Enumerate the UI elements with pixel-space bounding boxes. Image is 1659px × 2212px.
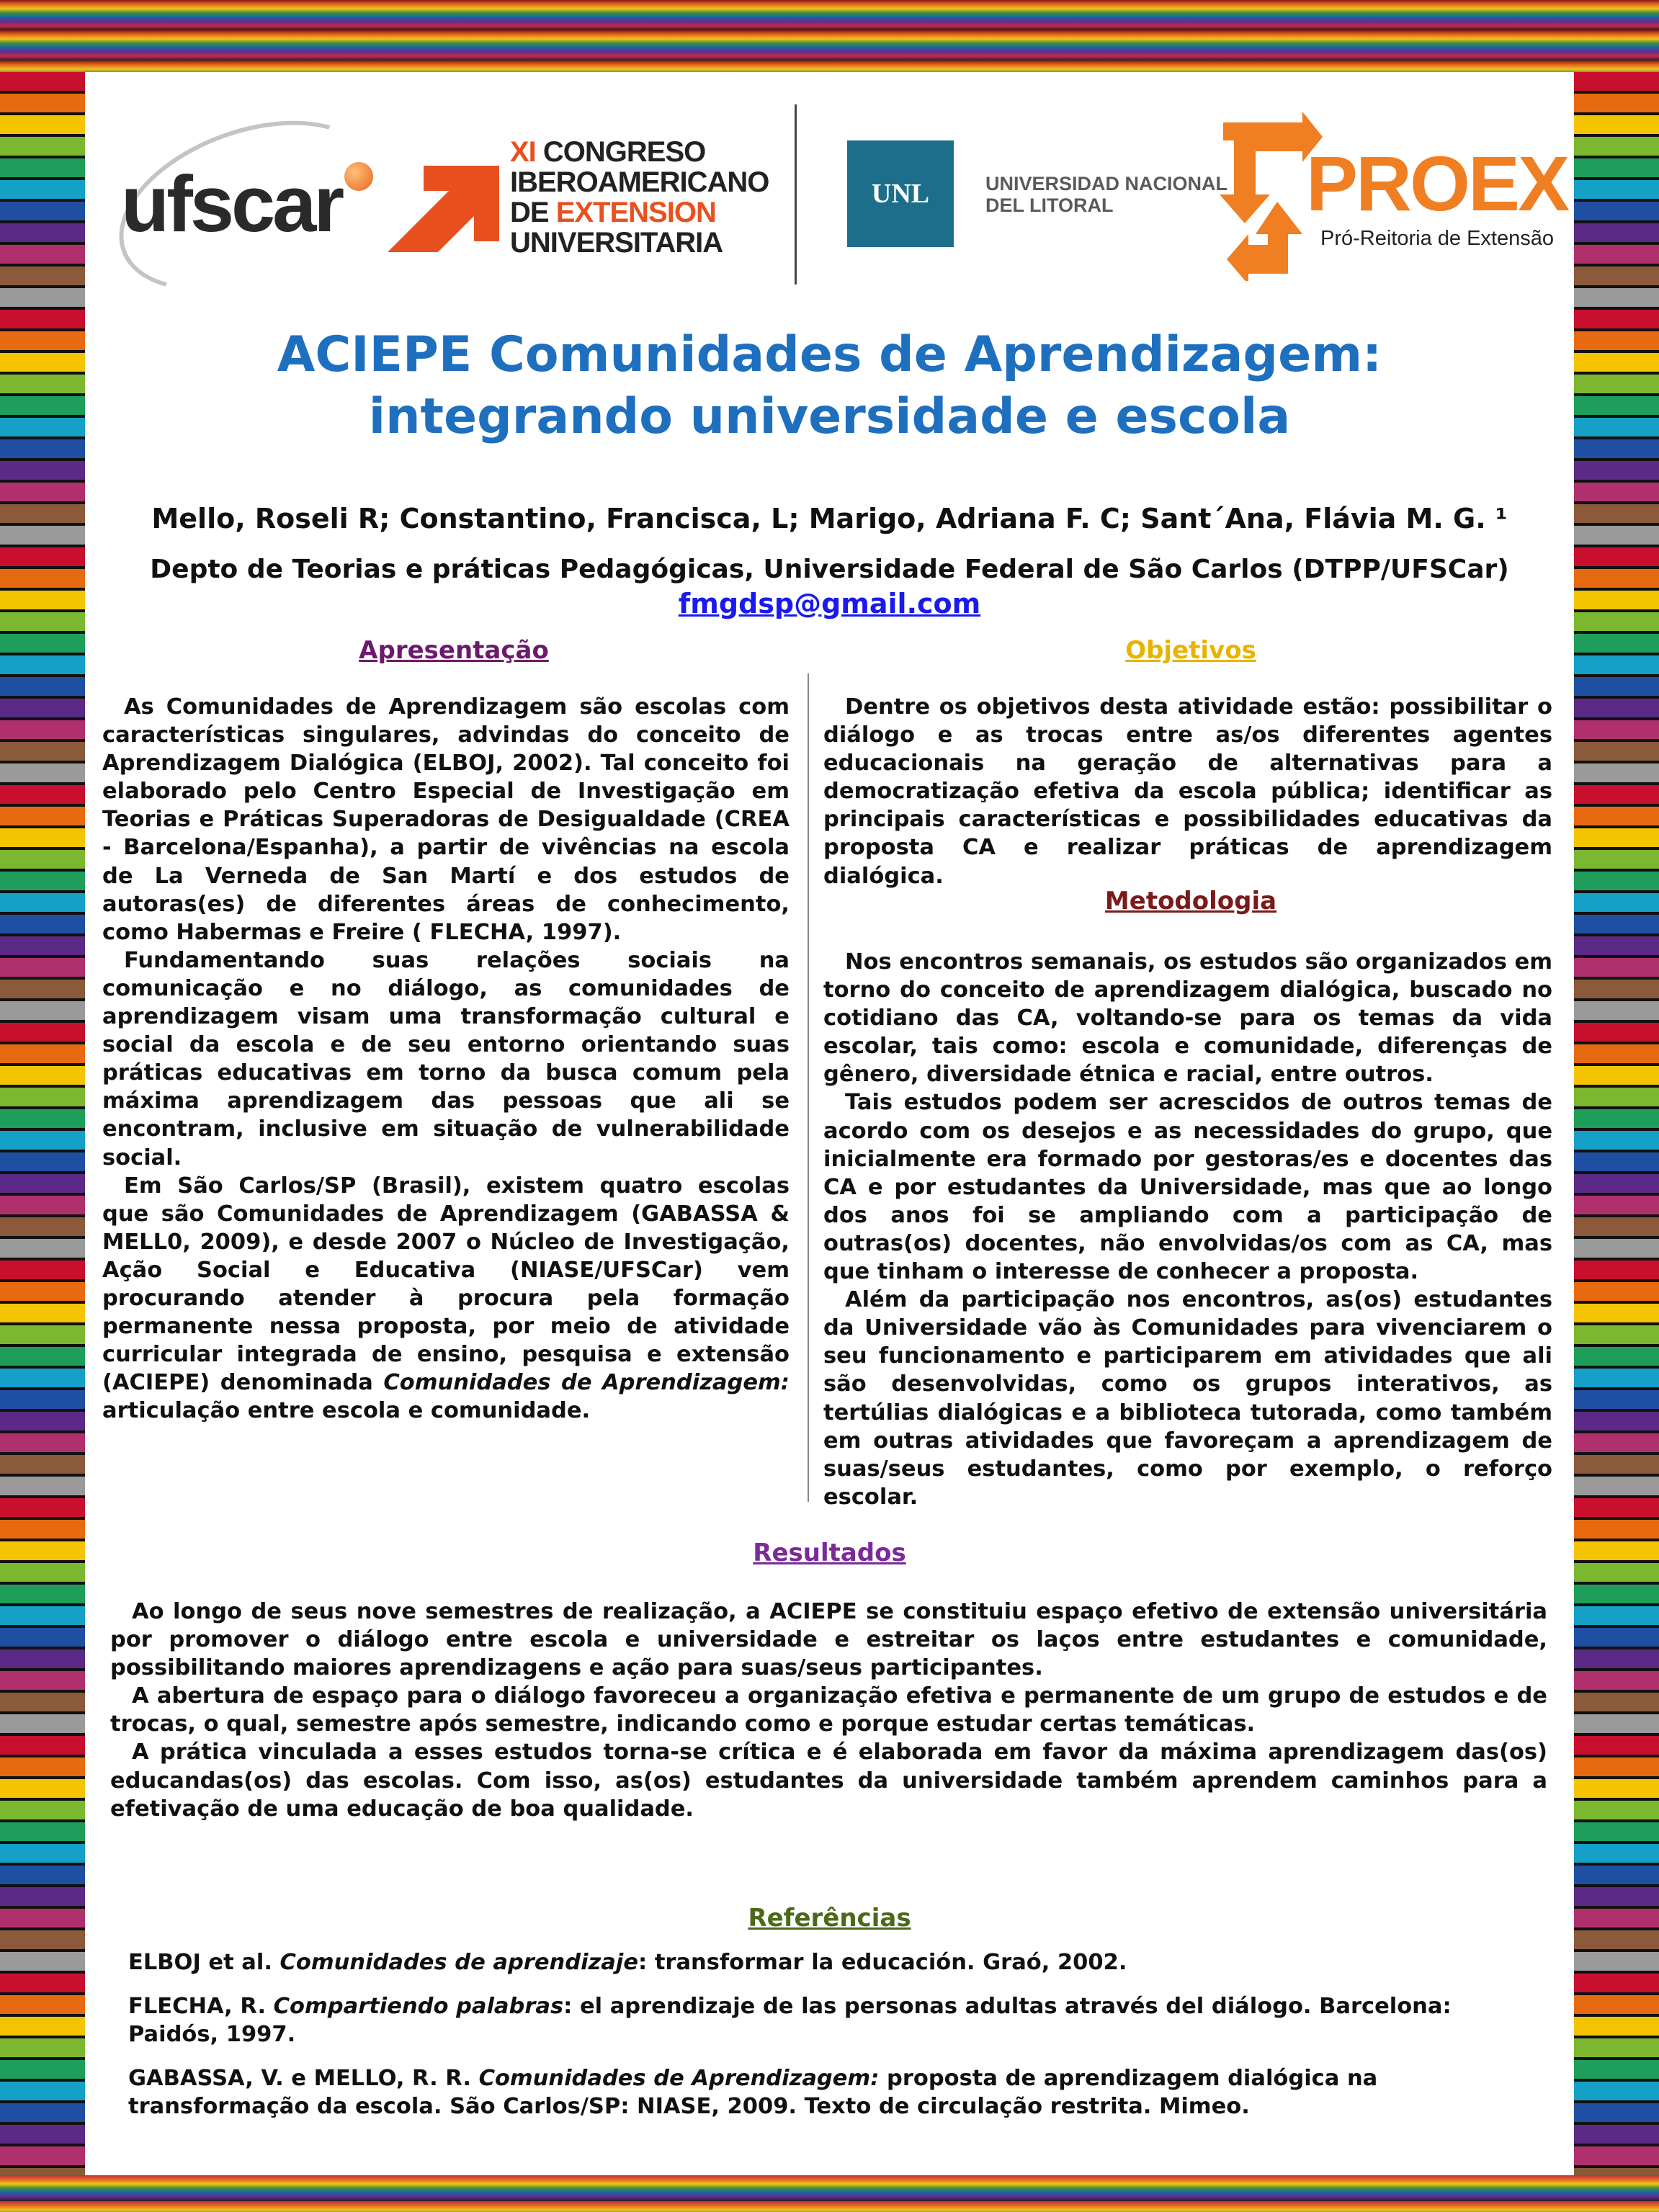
congreso-line-2: IBEROAMERICANO — [510, 166, 769, 198]
decorative-border-bottom — [0, 2175, 1659, 2212]
reference-details: proposta de aprendizagem dialógica na transformação da escola. São Carlos/SP: NIASE, 2009. Texto de circulação restrita. Mimeo. — [128, 2066, 1378, 2119]
decorative-border-top — [0, 0, 1659, 72]
metodologia-paragraph-1: Nos encontros semanais, os estudos são organizados em torno do conceito de aprendizagem dialógica, buscado no cotidiano das CA, voltando-se para os temas da vida escolar, tais como: escola e comunidade, diferenças de gênero, diversidade étnica e racial, entre outros. — [823, 949, 1552, 1088]
objetivos-body — [823, 693, 1552, 890]
reference-details: : el aprendizaje de las personas adultas através del diálogo. Barcelona: Paidós, 1997. — [128, 1994, 1452, 2047]
poster-title — [85, 324, 1574, 448]
title-line-2: integrando universidade e escola — [368, 388, 1291, 445]
header-divider — [795, 104, 797, 285]
reference-author: GABASSA, V. e MELLO, R. R. — [128, 2066, 479, 2091]
reference-author: ELBOJ et al. — [128, 1950, 280, 1975]
unl-logo-text — [985, 173, 1228, 216]
resultados-body — [110, 1598, 1547, 1823]
congreso-line-4: UNIVERSITARIA — [510, 227, 723, 259]
ufscar-logo-text: ufscar — [121, 160, 342, 248]
unl-line-2: DEL LITORAL — [985, 194, 1114, 216]
proex-subtitle: Pró-Reitoria de Extensão — [1320, 227, 1554, 250]
reference-item — [128, 2064, 1540, 2121]
apresentacao-paragraph-2: Fundamentando suas relações sociais na comunicação e no diálogo, as comunidades de aprendizagem visam uma transformação cultural e social da escola e de seu entorno orientando suas práticas educativas em torno da busca comum pela máxima aprendizagem das pessoas que ali se encontram, inclusive em situação de vulnerabilidade social. — [102, 947, 790, 1170]
ufscar-logo — [107, 101, 409, 281]
congreso-logo — [380, 130, 769, 259]
resultados-paragraph-1: Ao longo de seus nove semestres de realização, a ACIEPE se constituiu espaço efetivo de extensão universitária por promover o diálogo entre escola e universidade e estreitar os laços entre estudantes e comunidade, possibilitando maiores aprendizagens e ação para suas/seus participantes. — [110, 1599, 1547, 1681]
reference-title: Compartiendo palabras — [273, 1994, 564, 2019]
metodologia-paragraph-2: Tais estudos podem ser acrescidos de outros temas de acordo com os desejos e as necessidades do grupo, que inicialmente era formado por gestoras/es e docentes das CA e por estudantes da Universidade, mas que ao longo dos anos foi se ampliando com a participação de outras(os) docentes, não envolvidas/os com as CA, mas que tinham o interesse de conhecer a proposta. — [823, 1090, 1552, 1285]
reference-title: Comunidades de aprendizaje — [280, 1950, 639, 1975]
title-line-1: ACIEPE Comunidades de Aprendizagem: — [277, 326, 1382, 383]
decorative-border-right — [1574, 72, 1659, 2175]
column-divider — [808, 673, 809, 1502]
poster-panel — [85, 72, 1574, 2175]
reference-details: : transformar la educación. Graó, 2002. — [638, 1950, 1127, 1975]
apresentacao-paragraph-3 — [102, 1172, 790, 1425]
reference-title: Comunidades de Aprendizagem: — [478, 2066, 880, 2091]
decorative-border-left — [0, 72, 85, 2175]
metodologia-body — [823, 948, 1552, 1511]
apresentacao-p3-b: articulação entre escola e comunidade. — [102, 1398, 591, 1424]
references-list — [128, 1948, 1540, 2136]
apresentacao-p3-a: Em São Carlos/SP (Brasil), existem quatro escolas que são Comunidades de Aprendizagem (GABASSA & MELL0, 2009), e desde 2007 o Núcleo de Investigação, Ação Social e Educativa (NIASE/UFSCar) vem procurando atender à procura pela formação permanente nessa proposta, por meio de atividade curricular integrada de ensino, pesquisa e extensão (ACIEPE) denominada — [102, 1173, 790, 1396]
reference-item — [128, 1992, 1540, 2048]
apresentacao-heading: Apresentação — [359, 636, 549, 665]
resultados-heading: Resultados — [753, 1539, 906, 1567]
objetivos-paragraph-1: Dentre os objetivos desta atividade estão: possibilitar o diálogo e as trocas entre as/os diferentes agentes educacionais na geração de alternativas para a democratização efetiva da escola pública; identificar as principais características e possibilidades educativas da proposta CA e realizar práticas de aprendizagem dialógica. — [823, 694, 1552, 889]
reference-item — [128, 1948, 1540, 1976]
reference-author: FLECHA, R. — [128, 1994, 274, 2019]
metodologia-heading: Metodologia — [1104, 887, 1277, 915]
resultados-paragraph-3: A prática vinculada a esses estudos torna-se crítica e é elaborada em favor da máxima aprendizagem das(os) educandas(os) das escolas. Com isso, as(os) estudantes da universidade também aprendem caminhos para a efetivação de uma educação de boa qualidade. — [110, 1739, 1547, 1822]
affiliation: Depto de Teorias e práticas Pedagógicas, Universidade Federal de São Carlos (DTPP/UFSCar) — [150, 555, 1509, 584]
orange-arrow-icon — [380, 144, 503, 252]
unl-line-1: UNIVERSIDAD NACIONAL — [985, 173, 1228, 194]
email-link[interactable]: fmgdsp@gmail.com — [678, 588, 981, 619]
metodologia-paragraph-3: Além da participação nos encontros, as(os) estudantes da Universidade vão às Comunidades para vivenciarem o seu funcionamento e participarem em atividades que ali são desenvolvidas, como os grupos interativos, as tertúlias dialógicas e a biblioteca tutorada, como também em outras atividades que favoreçam a aprendizagem de suas/seus estudantes, como por exemplo, o reforço escolar. — [823, 1287, 1552, 1510]
authors: Mello, Roseli R; Constantino, Francisca, L; Marigo, Adriana F. C; Sant´Ana, Flávia M. G. ¹ — [151, 503, 1508, 534]
referencias-heading: Referências — [748, 1904, 911, 1933]
apresentacao-body — [102, 693, 790, 1425]
proex-logo — [1216, 108, 1568, 288]
congreso-line-1-rest: CONGRESO — [542, 136, 706, 168]
objetivos-heading: Objetivos — [1125, 636, 1256, 665]
resultados-paragraph-2: A abertura de espaço para o diálogo favoreceu a organização efetiva e permanente de um grupo de estudos e de trocas, o qual, semestre após semestre, indicando como e porque estudar certas temáticas. — [110, 1683, 1547, 1737]
congreso-line-3: DE EXTENSION — [510, 197, 716, 228]
congreso-line-1: XI CONGRESO — [510, 136, 706, 168]
apresentacao-paragraph-1: As Comunidades de Aprendizagem são escolas com características singulares, advindas do conceito de Aprendizagem Dialógica (ELBOJ, 2002). Tal conceito foi elaborado pelo Centro Especial de Investigação em Teorias e Práticas Superadoras de Desigualdade (CREA - Barcelona/Espanha), a partir de vivências na escola de La Verneda de San Martí e dos estudos de autoras(es) de diferentes áreas de conhecimento, como Habermas e Freire ( FLECHA, 1997). — [102, 694, 790, 945]
ufscar-dot-icon — [344, 162, 373, 191]
proex-title: PROEX — [1306, 140, 1568, 227]
congreso-text — [510, 137, 769, 258]
apresentacao-p3-italic: Comunidades de Aprendizagem: — [383, 1370, 790, 1396]
unl-logo-box: UNL — [847, 140, 954, 247]
